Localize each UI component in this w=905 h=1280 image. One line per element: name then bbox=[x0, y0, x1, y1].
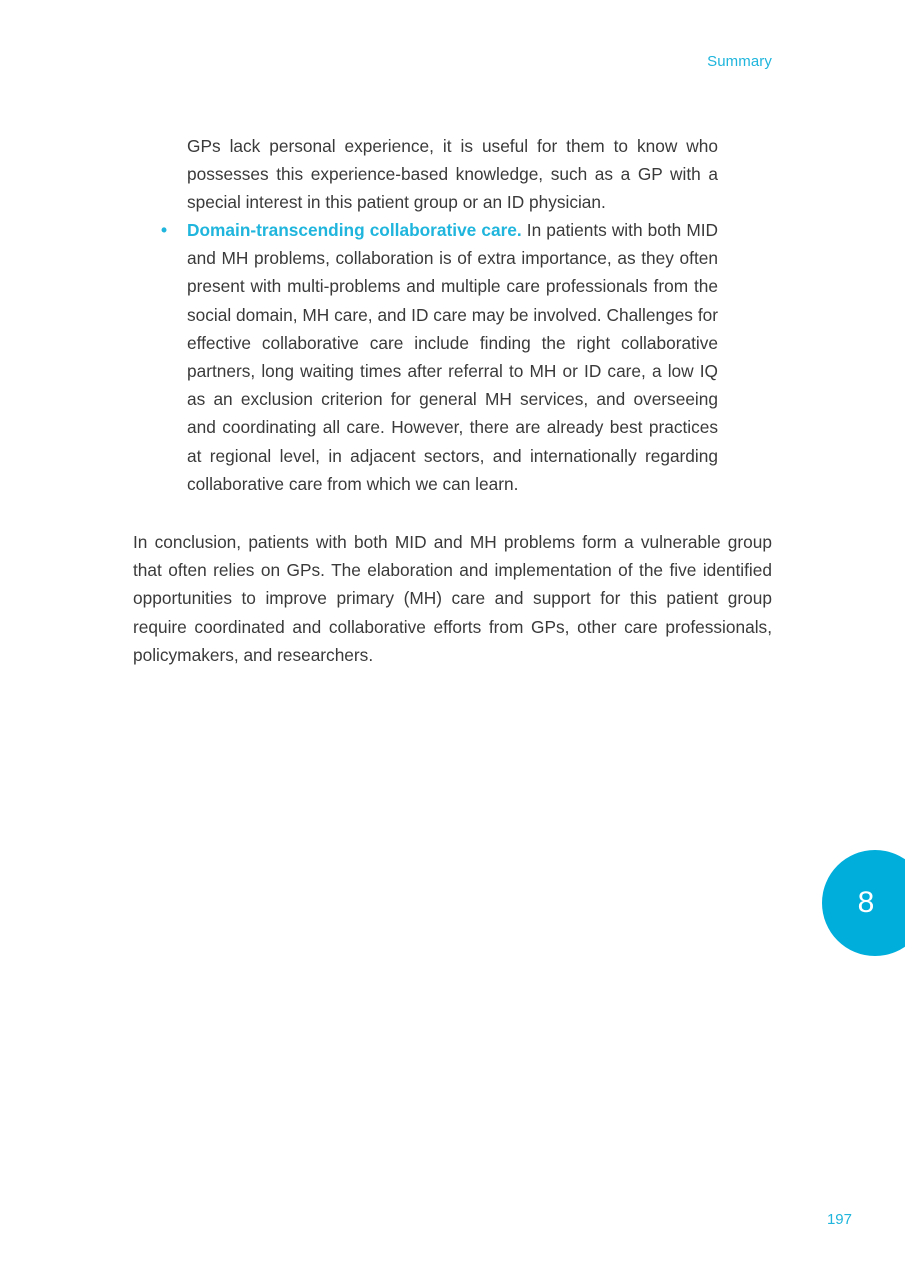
bullet-title: Domain-transcending collaborative care. bbox=[187, 220, 522, 240]
bullet-list bbox=[161, 216, 718, 498]
chapter-number: 8 bbox=[857, 886, 875, 919]
chapter-tab bbox=[822, 850, 905, 956]
bullet-marker: • bbox=[161, 220, 168, 240]
conclusion-paragraph: In conclusion, patients with both MID and MH problems form a vulnerable group that often relies on GPs. The elaboration and implementation of the five identified opportunities to improve primary (MH) care and support for this patient group require coordinated and collaborative efforts from GPs, other care professionals, policymakers, and researchers. bbox=[133, 532, 772, 665]
running-header: Summary bbox=[707, 53, 772, 70]
bullet-text: In patients with both MID and MH problems, collaboration is of extra importance, as they often present with multi-problems and multiple care professionals from the social domain, MH care, and ID care may be involved. Challenges for effective collaborative care include finding the right collaborative partners, long waiting times after referral to MH or ID care, a low IQ as an exclusion criterion for general MH services, and overseeing and coordinating all care. However, there are already best practices at regional level, in adjacent sectors, and internationally regarding collaborative care from which we can learn. bbox=[187, 220, 718, 494]
bullet-item bbox=[161, 216, 718, 498]
page-number: 197 bbox=[826, 1211, 852, 1228]
continued-paragraph: GPs lack personal experience, it is useful for them to know who possesses this experience-based knowledge, such as a GP with a special interest in this patient group or an ID physician. bbox=[187, 136, 718, 213]
